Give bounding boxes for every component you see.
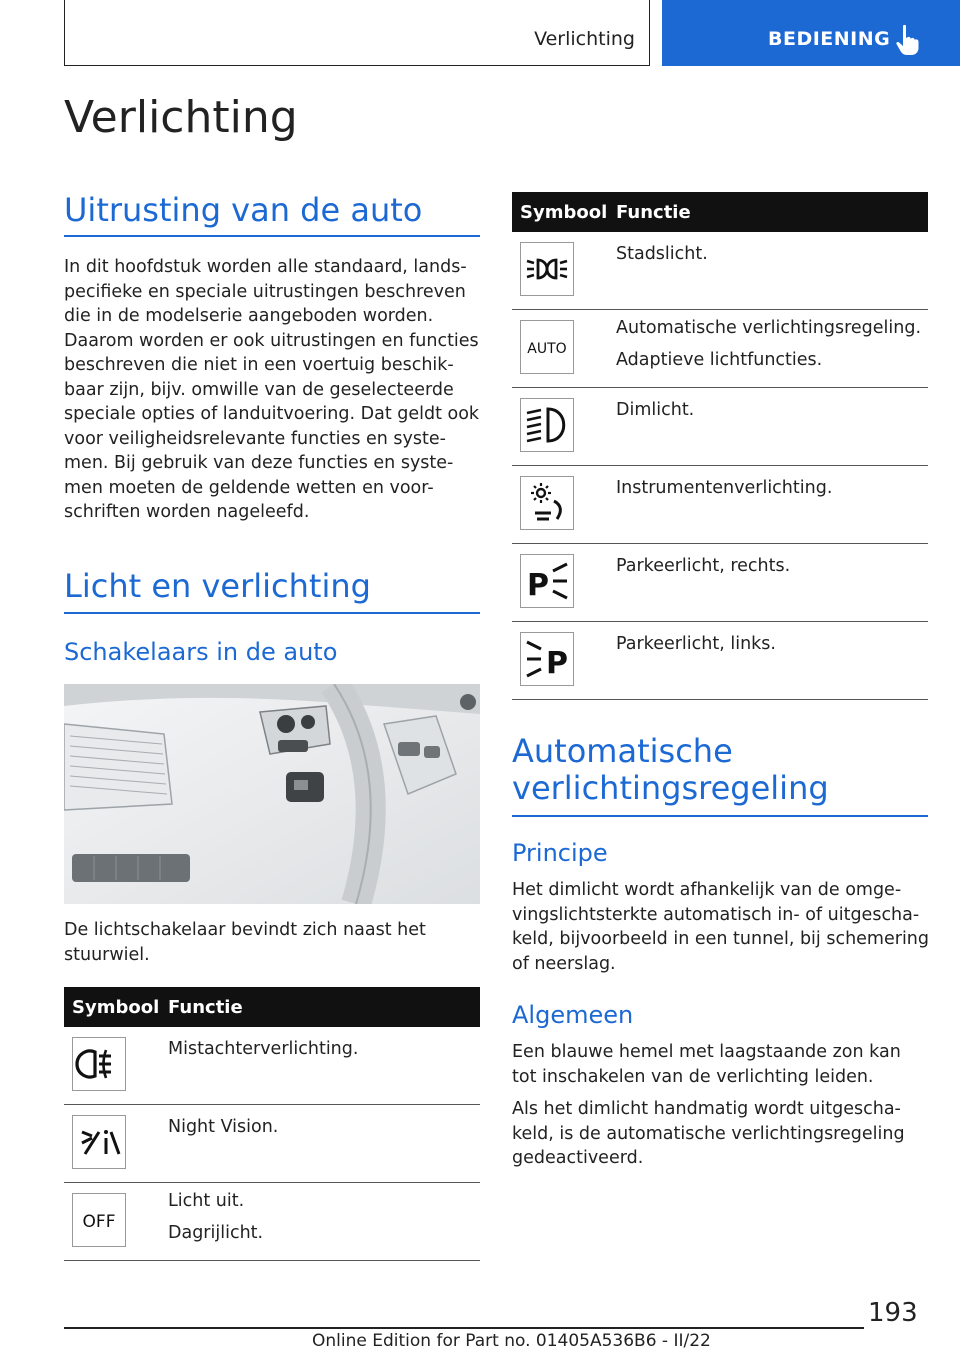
text-line: Daarom worden er ook uitrustingen en functies (64, 330, 479, 351)
col-function: Functie (616, 202, 691, 223)
general-paragraph-2 (512, 1097, 942, 1171)
table-header (64, 987, 480, 1027)
auto-symbol-text: AUTO (527, 341, 567, 357)
text-line: men moeten de geldende wetten en voor- (64, 477, 434, 498)
table-row (512, 310, 928, 388)
heading-light: Licht en verlichting (64, 567, 371, 605)
col-symbol: Symbool (72, 997, 160, 1018)
function-text: Automatische verlichtingsregeling. (616, 318, 922, 338)
text-line: voor veiligheidsrelevante functies en syste- (64, 428, 446, 449)
function-text: Night Vision. (168, 1117, 279, 1137)
instrument-lighting-icon (520, 476, 574, 530)
heading-equipment: Uitrusting van de auto (64, 191, 423, 229)
heading-general: Algemeen (512, 1001, 634, 1029)
text-line: gedeactiveerd. (512, 1148, 644, 1168)
text-line: of neerslag. (512, 953, 616, 974)
function-text: Mistachterverlichting. (168, 1039, 359, 1059)
parking-light-icon (520, 242, 574, 296)
text-line: pecifieke en speciale uitrustingen beschreven (64, 281, 466, 302)
text-line: speciale opties of landuitvoering. Dat geldt ook (64, 404, 480, 424)
table-header (512, 192, 928, 232)
page-number: 193 (868, 1298, 918, 1328)
text-line: Het dimlicht wordt afhankelijk van de omge- (512, 880, 902, 900)
text-line: die in de modelserie aangeboden worden. (64, 306, 434, 326)
text-line: beschreven die niet in een voertuig beschik- (64, 355, 454, 375)
off-icon (72, 1193, 126, 1247)
heading-auto-light-line1: Automatische (512, 732, 733, 770)
off-symbol-text: OFF (82, 1212, 116, 1232)
heading-switches: Schakelaars in de auto (64, 638, 338, 666)
page-title: Verlichting (64, 92, 298, 143)
table-row (512, 544, 928, 622)
text-line: baar zijn, bijv. omwille van de geselecteerde (64, 379, 454, 400)
header-chapter-label: BEDIENING (768, 28, 891, 50)
table-row (512, 388, 928, 466)
fog-light-icon (72, 1037, 126, 1091)
text-line: Als het dimlicht handmatig wordt uitgescha- (512, 1099, 901, 1119)
text-line: vingslichtsterkte automatisch in- of uitgescha- (512, 904, 920, 925)
table-row (64, 1105, 480, 1183)
function-text: Licht uit. (168, 1191, 245, 1211)
table-row (512, 466, 928, 544)
text-line: keld, bijvoorbeeld in een tunnel, bij schemering (512, 929, 930, 949)
function-text: Dimlicht. (616, 400, 695, 420)
footer-rule (64, 1327, 864, 1329)
text-line: In dit hoofdstuk worden alle standaard, lands- (64, 257, 467, 277)
heading-rule (64, 612, 480, 614)
function-text: Parkeerlicht, links. (616, 634, 776, 654)
header-section-title: Verlichting (534, 28, 635, 50)
parking-light-right-icon (520, 554, 574, 608)
text-line: men. Bij gebruik van deze functies en syste- (64, 453, 454, 473)
function-text: Instrumentenverlichting. (616, 478, 833, 498)
function-text: Stadslicht. (616, 244, 708, 264)
table-row (512, 232, 928, 310)
equipment-paragraph (64, 255, 494, 525)
switch-caption (64, 918, 480, 967)
function-text: Adaptieve lichtfuncties. (616, 350, 823, 370)
low-beam-icon (520, 398, 574, 452)
text-line: stuurwiel. (64, 944, 150, 965)
header-chapter-tab[interactable] (662, 0, 960, 66)
header-section-box (64, 0, 650, 66)
heading-rule (512, 815, 928, 817)
p-letter-glyph: P (546, 646, 568, 681)
auto-icon (520, 320, 574, 374)
principle-paragraph (512, 878, 942, 976)
table-row (64, 1027, 480, 1105)
heading-auto-light-line2: verlichtingsregeling (512, 769, 829, 807)
dashboard-switch-figure (64, 684, 480, 904)
night-vision-icon (72, 1115, 126, 1169)
footer-edition: Online Edition for Part no. 01405A536B6 - II/22 (312, 1331, 711, 1351)
function-text: Dagrijlicht. (168, 1223, 264, 1243)
symbol-table-left (64, 987, 480, 1261)
parking-light-left-icon (520, 632, 574, 686)
text-line: tot inschakelen van de verlichting leiden. (512, 1066, 874, 1087)
general-paragraph-1 (512, 1040, 942, 1089)
dashboard-illustration (64, 684, 480, 904)
col-function: Functie (168, 997, 243, 1018)
symbol-table-right (512, 192, 928, 700)
table-row (64, 1183, 480, 1261)
col-symbol: Symbool (520, 202, 608, 223)
heading-rule (64, 235, 480, 237)
function-text: Parkeerlicht, rechts. (616, 556, 791, 576)
p-letter-glyph: P (527, 568, 549, 603)
text-line: keld, is de automatische verlichtingsregeling (512, 1123, 905, 1144)
text-line: Een blauwe hemel met laagstaande zon kan (512, 1042, 901, 1062)
table-row (512, 622, 928, 700)
text-line: De lichtschakelaar bevindt zich naast het (64, 920, 426, 940)
pointing-hand-icon (894, 24, 922, 56)
text-line: schriften worden nageleefd. (64, 502, 310, 522)
heading-principle: Principe (512, 839, 608, 867)
